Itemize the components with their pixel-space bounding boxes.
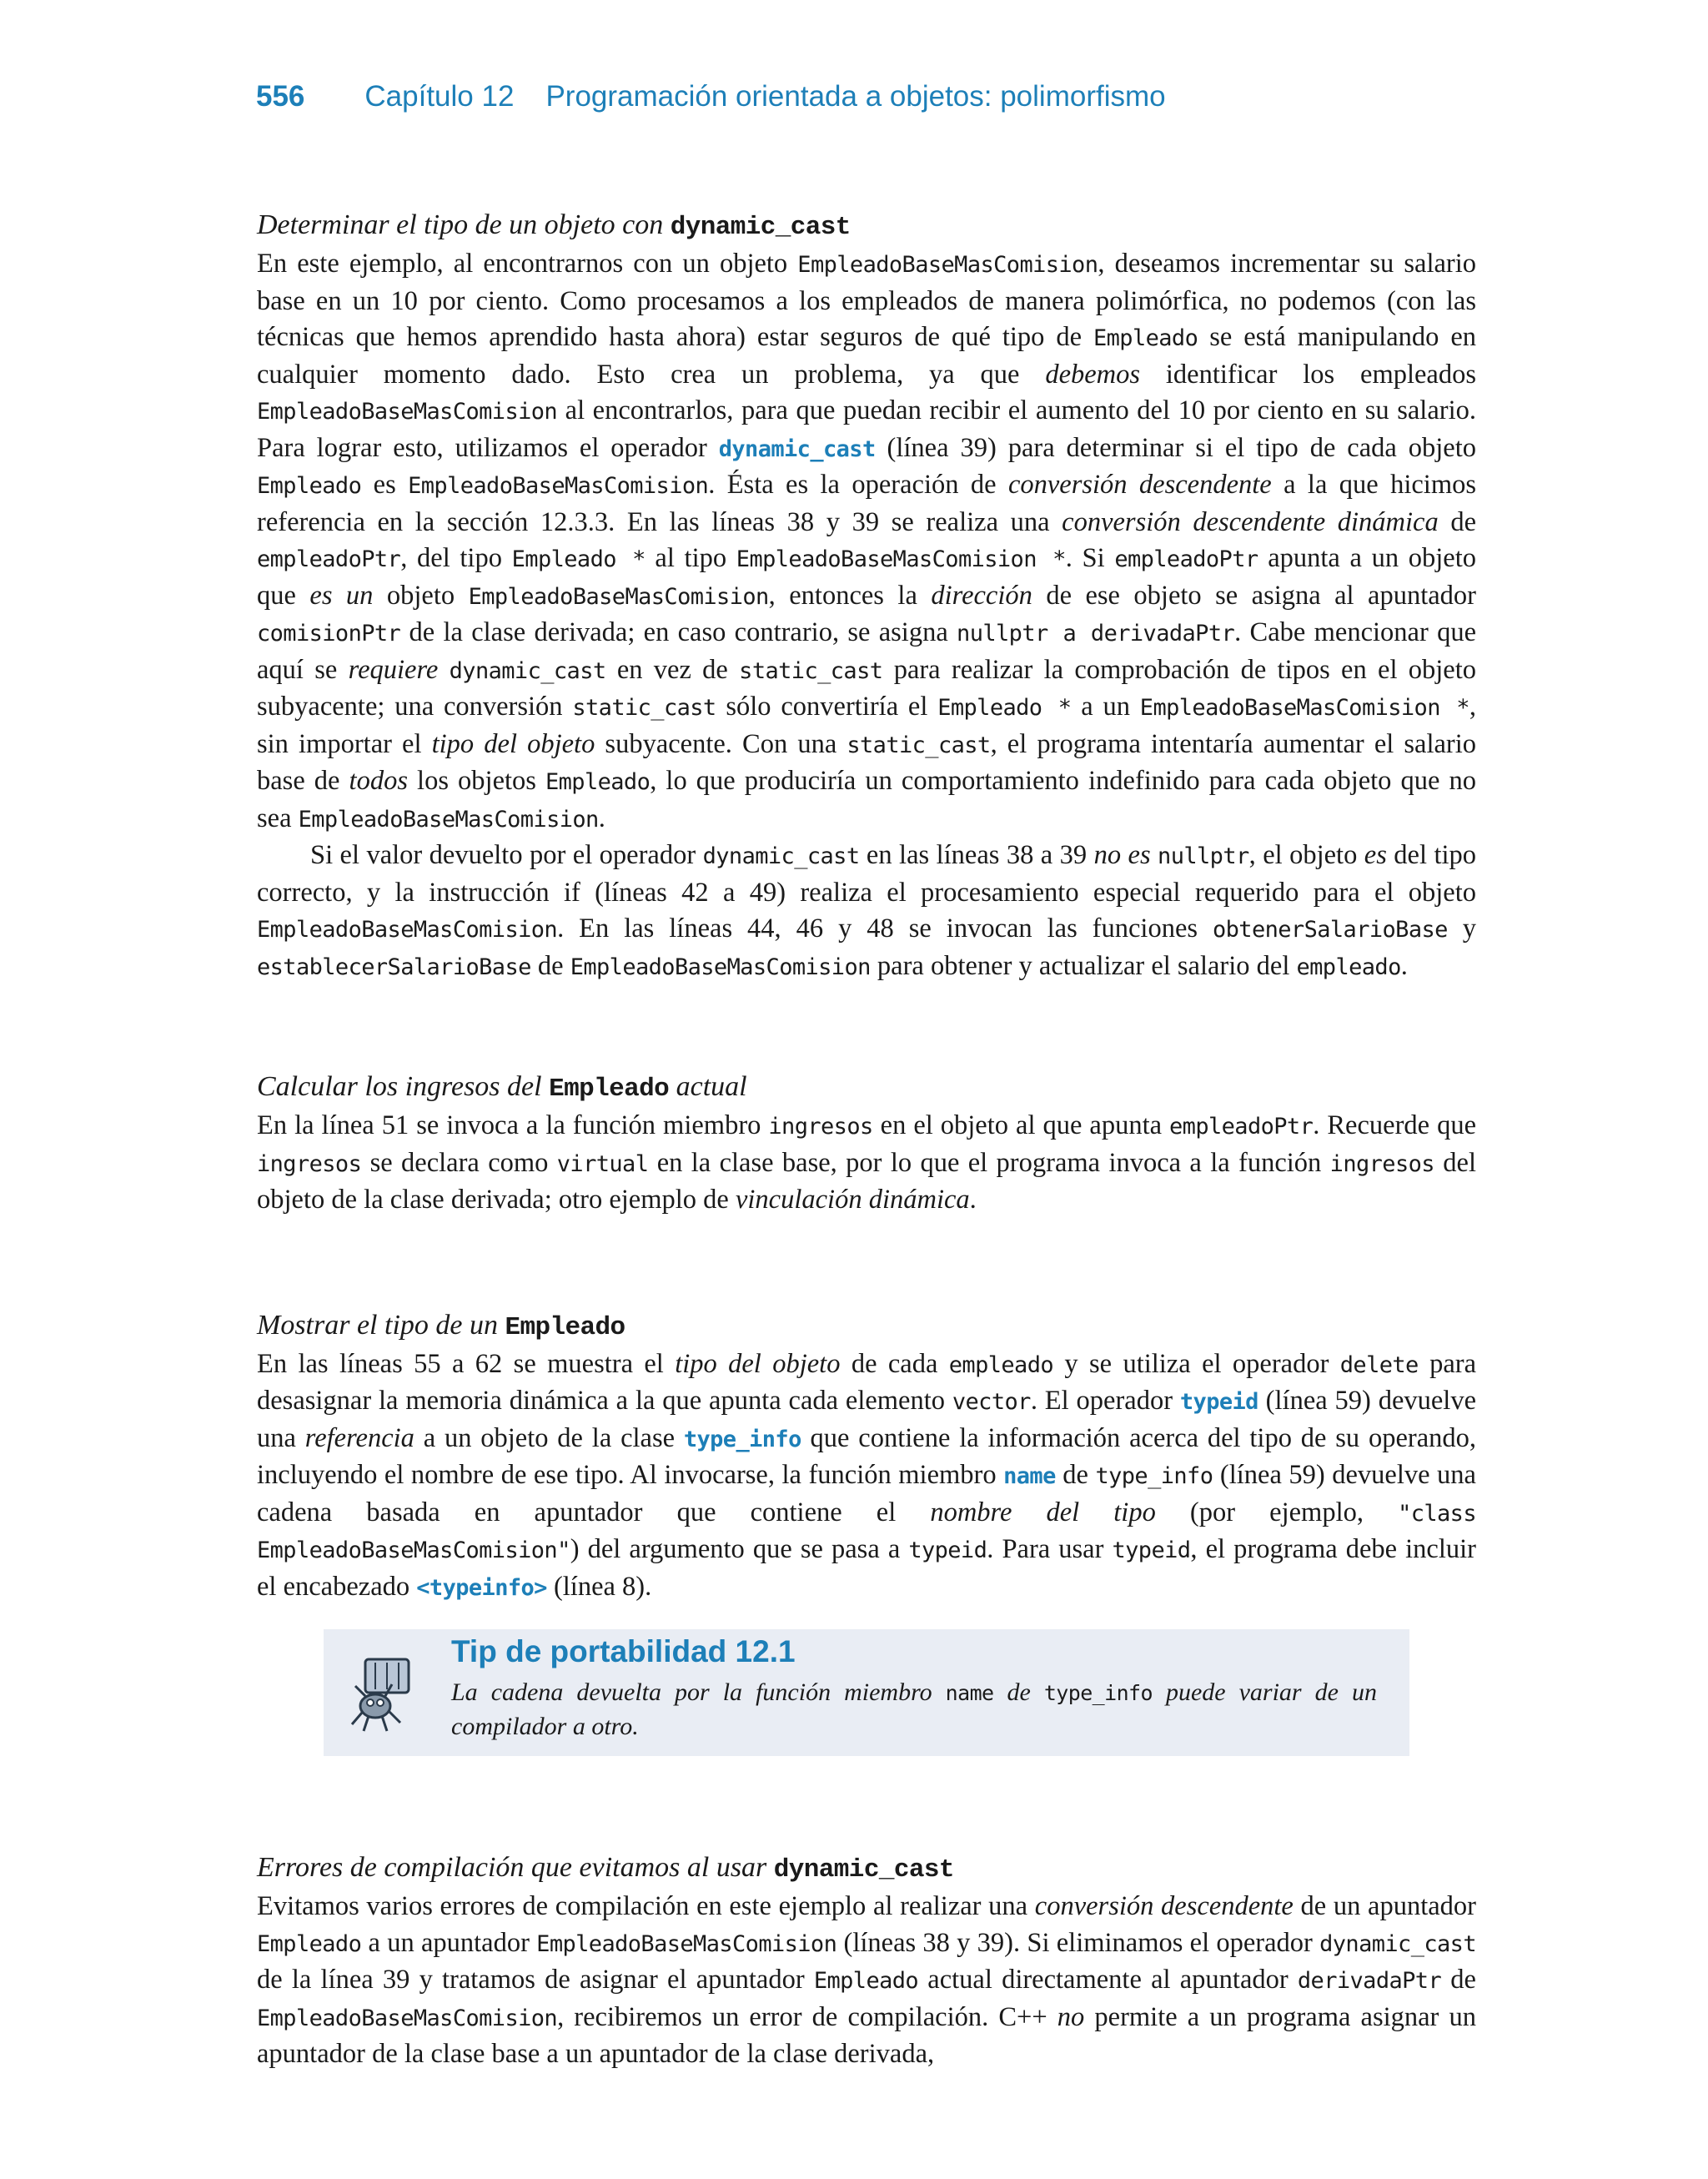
tip-title: Tip de portabilidad 12.1 — [451, 1634, 796, 1668]
paragraph: En este ejemplo, al encontrarnos con un objeto EmpleadoBaseMasComision, deseamos incrementar su salario base en un 10 por ciento. Como procesamos a los empleados de manera polimórfica, no podemos (con las técnicas que hemos aprendido hasta ahora) estar seguros de qué tipo de Empleado se está manipulando en cualquier momento dado. Esto crea un problema, ya que debemos identificar los empleados EmpleadoBaseMasComision al encontrarlos, para que puedan recibir el aumento del 10 por ciento en su salario. Para lograr esto, utilizamos el operador dynamic_cast (línea 39) para determinar si el tipo de cada objeto Empleado es EmpleadoBaseMasComision. Ésta es la operación de conversión descendente a la que hicimos referencia en la sección 12.3.3. En las líneas 38 y 39 se realiza una conversión descendente dinámica de empleadoPtr, del tipo Empleado * al tipo EmpleadoBaseMasComision *. Si empleadoPtr apunta a un objeto que es un objeto EmpleadoBaseMasComision, entonces la dirección de ese objeto se asigna al apuntador comisionPtr de la clase derivada; en caso contrario, se asigna nullptr a derivadaPtr. Cabe mencionar que aquí se requiere dynamic_cast en vez de static_cast para realizar la comprobación de tipos en el objeto subyacente; una conversión static_cast sólo convertiría el Empleado * a un EmpleadoBaseMasComision *, sin importar el tipo del objeto subyacente. Con una static_cast, el programa intentaría aumentar el salario base de todos los objetos Empleado, lo que produciría un comportamiento indefinido para cada objeto que no sea EmpleadoBaseMasComision. — [257, 249, 1477, 833]
chapter-title: Programación orientada a objetos: polimorfismo — [545, 80, 1166, 113]
section-heading-errores: Errores de compilación que evitamos al usar dynamic_cast — [257, 1852, 954, 1885]
section-heading-ingresos: Calcular los ingresos del Empleado actual — [257, 1071, 747, 1104]
main-content — [257, 207, 1476, 2073]
running-header — [256, 80, 1166, 120]
tip-text: La cadena devuelta por la función miembro name de type_info puede variar de un compilador a otro. — [451, 1678, 1377, 1740]
page-number: 556 — [256, 80, 305, 113]
portability-bug-icon — [340, 1653, 424, 1736]
chapter-label: Capítulo 12 — [364, 80, 515, 113]
section-heading-tipo-empleado: Mostrar el tipo de un Empleado — [257, 1309, 625, 1342]
section-heading-dynamic-cast: Determinar el tipo de un objeto con dynamic_cast — [257, 209, 851, 242]
portability-tip-box — [324, 1629, 1409, 1756]
paragraph: Si el valor devuelto por el operador dynamic_cast en las líneas 38 a 39 no es nullptr, el objeto es del tipo correcto, y la instrucción if (líneas 42 a 49) realiza el procesamiento especial requerido para el objeto EmpleadoBaseMasComision. En las líneas 44, 46 y 48 se invocan las funciones obtenerSalarioBase y establecerSalarioBase de EmpleadoBaseMasComision para obtener y actualizar el salario del empleado. — [257, 840, 1477, 981]
paragraph: En la línea 51 se invoca a la función miembro ingresos en el objeto al que apunta empleadoPtr. Recuerde que ingresos se declara como virtual en la clase base, por lo que el programa invoca a la función ingresos del objeto de la clase derivada; otro ejemplo de vinculación dinámica. — [257, 1110, 1476, 1215]
paragraph: Evitamos varios errores de compilación en este ejemplo al realizar una conversión descendente de un apuntador Empleado a un apuntador EmpleadoBaseMasComision (líneas 38 y 39). Si eliminamos el operador dynamic_cast de la línea 39 y tratamos de asignar el apuntador Empleado actual directamente al apuntador derivadaPtr de EmpleadoBaseMasComision, recibiremos un error de compilación. C++ no permite a un programa asignar un apuntador de la clase base a un apuntador de la clase derivada, — [257, 1891, 1476, 2069]
paragraph: En las líneas 55 a 62 se muestra el tipo del objeto de cada empleado y se utiliza el operador delete para desasignar la memoria dinámica a la que apunta cada elemento vector. El operador typeid (línea 59) devuelve una referencia a un objeto de la clase type_info que contiene la información acerca del tipo de su operando, incluyendo el nombre de ese tipo. Al invocarse, la función miembro name de type_info (línea 59) devuelve una cadena basada en apuntador que contiene el nombre del tipo (por ejemplo, "class EmpleadoBaseMasComision") del argumento que se pasa a typeid. Para usar typeid, el programa debe incluir el encabezado <typeinfo> (línea 8). — [257, 1348, 1477, 1602]
